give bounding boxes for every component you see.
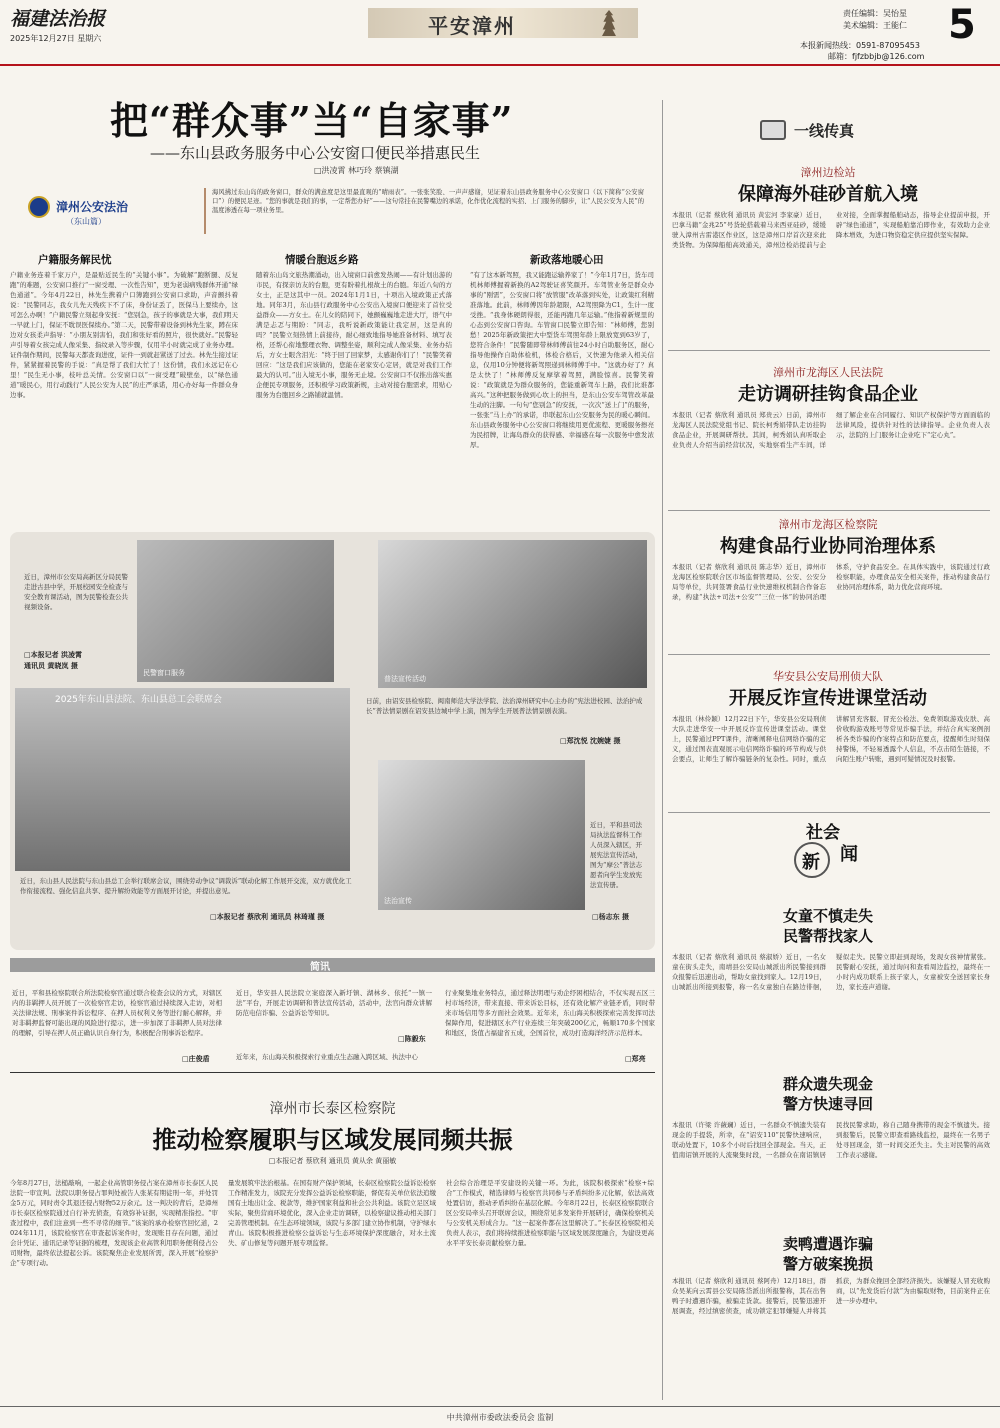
photo-constitution-promo [378, 760, 585, 910]
bottom-col2: 量发展筑牢法治根基。在国有财产保护领域，长泰区检察院公益诉讼检察工作精准发力，该院充分发挥公益诉讼检察职能，督促有关单位依法追缴国有土地出让金、税款等，维护国家利益和社会公共利益。该院立足区域实际，聚焦营商环境优化，深入企业走访调研，以检察建议推动相关部门完善管理机制。在生态环境领域，该院与多部门建立协作机制，守护绿水青山。该院积极推进检察公益诉讼与生态环境保护深度融合，对水土流失、矿山修复等问题开展专项监督。 [228, 1179, 436, 1247]
photo-1-credit: □本报记者 洪凌霄 通讯员 黄晓岚 摄 [24, 651, 83, 670]
a2-title: 走访调研挂钩食品企业 [738, 384, 918, 405]
bottom-divider [10, 1072, 655, 1073]
front-line-title: 一线传真 [794, 122, 855, 140]
photo-2-credit: □郑沈悦 沈婉婕 摄 [560, 737, 621, 745]
a3-kicker: 漳州市龙海区检察院 [778, 518, 878, 531]
a1-divider [668, 350, 990, 351]
social-label-2: 新 [802, 852, 820, 873]
photo-4-caption: 近日，平和县司法局执法监督科工作人员深入辖区，开展宪法宣传活动，图为“摩公”普法志愿者向学生发放宪法宣传册。 [590, 821, 643, 889]
s1-text: 本报讯（记者 蔡欣利 通讯员 蔡淑娇）近日，一名女童在街头走失，南靖县公安局山城派出所民警接到群众报警后迅速出动，帮助女童找到家人。12月19日，山城派出所接到报警，称一名女童独自在路边徘徊，疑似走失。民警立即赶到现场，发现女孩神情紧张。民警耐心安抚，通过询问和查看周边监控，最终在一小时内成功联系上孩子家人，女童被安全送回家长身边，家长连声道谢。 [672, 953, 990, 991]
s3-title: 卖鸭遭遇诈骗 警方破案挽损 [782, 1235, 873, 1273]
brief-1-credit: □庄俊盾 [182, 1055, 210, 1063]
police-badge-icon [28, 196, 50, 218]
a2-kicker: 漳州市龙海区人民法院 [773, 366, 883, 379]
s2-text: 本报讯（许梁 许薇斓）近日，一名群众不慎遗失装有现金的手提袋，所幸，在“诏安110”民警快速响应，联动处置下，10多个小时后找回全部现金。当天，正值南诏镇开展的人流聚集时段，一名群众在南诏镇居民找民警求助，称自己随身携带的现金不慎遗失。接到报警后，民警立即查看路线监控，最终在一名男子处寻回现金，第一时间交还失主。失主对民警的高效工作表示感谢。 [672, 1121, 990, 1159]
a4-title: 开展反诈宣传进课堂活动 [729, 688, 927, 709]
editor-line-1: 责任编辑：吴怡星 [843, 9, 907, 18]
brief-4: 近年来，东山海关积极探索行业重点生态融入跨区域、执法中心 [236, 1053, 418, 1061]
social-news-logo [782, 816, 882, 886]
brief-2-credit: □陈毅东 [398, 1035, 426, 1043]
photo-3-label: 2025年东山县法院、东山县总工会联席会 [55, 695, 222, 705]
photo-2-caption: 日前，由诏安县检察院、闽南师范大学法学院、法治漳州研究中心主办的“宪法进校园、法治护成长”普法情景剧在诏安县边城中学上演，图为学生开展普法情景剧表演。 [366, 697, 643, 715]
email: 邮箱：fjfzbbjb@126.com [828, 52, 925, 61]
hotline: 本报新闻热线：0591-87095453 [800, 41, 920, 50]
paper-name: 福建法治报 [10, 8, 106, 30]
col2-heading: 情暖台胞返乡路 [285, 254, 359, 266]
lead-col2: 随着东山岛文旅热潮涌动，出入境窗口前愈发热闹——有计划出游的市民，有探亲访友的台胞，更有盼着扎根故土的台胞。年近八旬的方女士，正是这其中一员。2024年1月1日，十项出入境政策正式落地。同年3月，东山县行政服务中心公安出入境窗口便迎来了首位受益群众——方女士。在儿女的陪同下，她颤巍巍地走进大厅，语气中满是忐忑与期盼：“同志，我听说新政策能让我定居，这是真的吗？”民警立刻热情上前接待，耐心细致地指导她准备材料、填写表格，还帮心衔地整理衣物、调整坐姿，顺利完成人像采集、业务办结后，方女士眼含泪光：“终于回了回家梦，太感谢你们了！”民警笑着回应：“这是我们应该做的，您能在老家安心定居，就是对我们工作最大的认可。”出入境无小事，服务无止境。公安窗口不仅推出落实惠企便民专项服务，还积极学习政策新规，主动对接台胞需求，用贴心服务为台胞回乡之路铺就温情。 [256, 271, 452, 399]
photo-1-caption: 近日，漳州市公安局高新区分局民警走进古县中学，开展校园安全检查与安全教育课活动，图为民警检查公共视频设备。 [24, 573, 128, 611]
a3-divider [668, 654, 990, 655]
footer-text: 中共漳州市委政法委员会 监制 [446, 1413, 554, 1422]
section-banner [368, 8, 638, 38]
front-line-header [760, 116, 900, 146]
a4-kicker: 华安县公安局刑侦大队 [773, 670, 883, 683]
bottom-byline: □本报记者 蔡欣利 通讯员 黄从余 黄丽敏 [268, 1157, 397, 1165]
a3-title: 构建食品行业协同治理体系 [720, 536, 936, 557]
photo-3-caption: 近日，东山县人民法院与东山县总工会举行联席会议，围绕劳动争议“调裁诉”联动化解工作展开交流，双方就优化工作衔接流程、强化信息共享、提升解纷效能等方面展开讨论，并提出意见。 [20, 877, 352, 895]
a2-divider [668, 510, 990, 511]
logo-sub: （东山篇） [66, 217, 106, 226]
col3-heading: 新政落地暖心田 [530, 254, 604, 266]
s1-title: 女童不慎走失 民警帮找家人 [782, 907, 873, 945]
briefs-heading: 简讯 [310, 962, 330, 973]
bottom-kicker: 漳州市长泰区检察院 [269, 1101, 396, 1117]
briefs-header-bar [10, 958, 655, 972]
masthead [0, 0, 1000, 64]
photo-4-credit: □杨志东 摄 [592, 913, 630, 921]
a3-text: 本报讯（记者 蔡欣利 通讯员 陈志华）近日，漳州市龙海区检察院联合区市场监督管理局、公安、公安分局等单位，共同签署食品行业快速维权机制合作备忘录，构建“执法+司法+公安”“三位一体”的协同治理体系，守护食品安全。在具体实践中，该院通过行政检察职能，办理食品安全相关案件，推动构建食品行业协同治理体系，助力优化营商环境。 [672, 563, 990, 601]
footer-rule [0, 1406, 1000, 1407]
s3-text: 本报讯（记者 蔡欣利 通讯员 蔡阿舟）12月18日，群众吴某向云霄县公安局陈岱派出所报警称，其在出售鸭子时遭遇诈骗，被骗走货款。接警后，民警迅速开展调查，经过缜密侦查，成功锁定犯罪嫌疑人并将其抓获，为群众挽回全部经济损失。该嫌疑人冒充收购商，以“先发货后付款”为由骗取财物，目前案件正在进一步办理中。 [672, 1277, 990, 1315]
bottom-col3: 社会综合治理是平安建设的关键一环。为此，该院积极探索“检察+综合”工作模式，精选律师与检察官共同参与矛盾纠纷多元化解，依法高效处置信访，推动矛盾纠纷在基层化解。今年8月22日，长泰区检察院联合区公安局牵头召开联席会议，围绕常见多发案件开展研讨，确保检察机关与公安机关形成合力。“这一起案件都在这里解决了。”长泰区检察院相关负责人表示，我们将持续推进检察职能与区域发展深度融合，为建设更高水平平安长泰贡献检察力量。 [446, 1179, 654, 1247]
pagoda-icon [602, 10, 616, 36]
page-number: 5 [948, 2, 976, 48]
brief-1: 近日，平和县检察院联合所法院检察官通过联合检查会议的方式，对辖区内的非羁押人员开展了一次检察官走访，检察官通过持续深入走访，对相关法律法规、刑事案件诉讼程序、在押人员权利义务等进行耐心解释，并对非羁押监督可能出现的风险进行提示，进一步加深了非羁押人员对法律的理解，引导在押人员正确认识自身行为，积极配合刑事诉讼程序。 [12, 989, 222, 1037]
col1-heading: 户籍服务解民忧 [38, 254, 112, 266]
fax-icon [760, 120, 786, 140]
s2-title: 群众遗失现金 警方快速寻回 [782, 1075, 873, 1113]
social-label-1: 社会 [806, 823, 840, 843]
bottom-title: 推动检察履职与区域发展同频共振 [152, 1125, 513, 1154]
photo-4-label: 法治宣传 [384, 897, 412, 905]
photo-court-meeting [15, 688, 350, 871]
a4-text: 本报讯（林伶颖）12月22日下午，华安县公安局刑侦大队走进华安一中开展反诈宣传进课堂活动。课堂上，民警通过PPT课件，清晰阐释电信网络诈骗的定义，通过图表直观展示电信网络诈骗的环节构成与供会要点，让师生了解诈骗链条的复杂性。同时，重点讲解冒充客服、冒充公检法、免费领取游戏皮肤、高价收购游戏账号等常见诈骗手法，并结合真实案例剖析各类诈骗的作案特点和防范要点，提醒师生时刻保持警惕，不轻易透露个人信息，不点击陌生链接，不向陌生账户转账，遇到可疑情况及时报警。 [672, 715, 990, 763]
lead-col3: “有了这本新驾照，我又能跑运输养家了！”今年1月7日，货车司机林师傅握着新换的A2驾驶证喜笑颜开。车驾管业务是群众办事的“刚需”，公安窗口将“放管服”改革落到实处，让政策红利精准落地。此前，林师傅因年龄超限，A2驾照降为C1，生计一度受挫。“我身体硬朗得很，还能再跑几年运输。”他指着新规里的心态到公安窗口咨询。车管窗口民警立即告知：“林师傅，您别愁！2025年新政策把大中型货车驾照年龄上限放宽到63岁了，您符合条件！”民警随即带林师傅前往24小时自助服务区，耐心指导他操作自助体检机，体检合格后，又快速为他录入相关信息，仅用10分钟便将新驾照递到林师傅手中。“这就办好了？真是太快了！”林师傅反复摩挲着驾照，满脸惊喜。民警笑着说：“政策就是为群众服务的，您能重新驾车上路，我们比谁都高兴。”这种把服务做到心坎上的担当，是东山公安车驾管改革最生动的注脚。一句句“您别急”的安抚，一次次“送上门”的服务，一张张“马上办”的承诺，串联起东山公安服务为民的暖心瞬间。东山县政务服务中心公安窗口将继续用更优流程、更暖服务擦亮为民招牌，让海岛群众的获得感、幸福感在每一次服务中愈发浓厚。 [470, 271, 654, 449]
social-label-3: 闻 [840, 844, 858, 865]
lead-title: 把“群众事”当“自家事” [110, 98, 514, 143]
brief-3-credit: □郑亮 [625, 1055, 646, 1063]
right-column-rule [662, 100, 663, 1400]
a1-kicker: 漳州边检站 [800, 166, 856, 179]
masthead-rule [0, 64, 1000, 66]
police-logo [20, 188, 160, 233]
photo-law-drama [378, 540, 647, 688]
logo-text: 漳州公安法治 [56, 200, 129, 214]
section-banner-title: 平安漳州 [428, 14, 516, 38]
photo-3-credit: □本报记者 蔡欣利 通讯员 林琦瑾 摄 [210, 913, 325, 921]
lead-byline: □洪凌霄 林巧玲 蔡镇湖 [314, 166, 399, 175]
brief-3: 行业聚集地业务特点，通过释法明理与劝企纾困相结合，不仅实现五区三村市场经济，带来直接、带来诉讼目标，还有效化解产业链矛盾，同时带来市场信用等多方面社会效果。近年来，东山海关积极探索完善发挥司法保障作用，促进辖区水产行业连续三年突破200亿元，畅顺170多个国家和地区，货值占福建省五成，全国首位，成功打造海洋经济示范样本。 [445, 989, 655, 1037]
lead-subtitle: ——东山县政务服务中心公安窗口便民举措惠民生 [150, 144, 481, 162]
editor-line-2: 美术编辑：王能仁 [843, 21, 907, 30]
photo-school-inspection [137, 540, 334, 682]
photo-1-label: 民警窗口服务 [143, 669, 185, 677]
photo-2-label: 普法宣传活动 [384, 675, 426, 683]
lead-intro: 海风拂过东山岛的政务窗口，群众的满意度是这里最直观的“晴雨表”。一张张笑脸、一声声感谢，见证着东山县政务服务中心公安窗口（以下简称“公安窗口”）的便民足迹。“您的事就是我们的事，一定帮您办好”——这句常挂在民警嘴边的承诺，化作优化流程的实招、上门服务的脚步，让“人民公安为人民”的温度渗透在每一项业务里。 [204, 188, 644, 234]
bottom-col1: 今年8月27日，法槌敲响，一起企业高管职务侵占案在漳州市长泰区人民法院一审宣判。法院以职务侵占罪判处被告人张某有期徒刑一年，并处罚金5万元，同时责令其退还侵占财物52万余元。这一判决的背后，是漳州市长泰区检察院通过自行补充侦查，有效弥补证据，实现精准指控。“审查过程中，我们注意到一些不寻常的细节。”该案的承办检察官回忆道，2024年11月，该院检察官在审查起诉案件时，发现账目存在问题，通过会计凭证、通讯记录等证据的梳理，发现该企业高管利用职务便利侵占公司财物，最终依法提起公诉。该院聚焦企业发展所需，深入开展“检察护企”专项行动。 [10, 1179, 218, 1267]
brief-2: 近日，华安县人民法院立案庭深入新圩镇、湖林乡、依托“一镇一法”平台，开展走访调研和普法宣传活动，活动中，法官向群众讲解防范电信诈骗、公益诉讼等知识。 [236, 989, 432, 1017]
issue-date: 2025年12月27日 星期六 [10, 34, 102, 43]
a1-title: 保障海外硅砂首航入境 [738, 184, 918, 205]
a1-text: 本报讯（记者 蔡欣利 通讯员 黄宏河 李家豪）近日，巴拿马籍“金兆25”号货轮搭载着马来西亚硅砂，缓缓驶入漳州古雷港区作业区，这是漳州口岸首次迎来此类货物。为保障船舶高效通关，漳州边检站提前与企业对接，全面掌握船舶动态，指导企业提前申报，开辟“绿色通道”，实现船舶靠泊即作业，有效助力企业降本增效，为进口物资稳定供应提供坚实保障。 [672, 211, 990, 249]
a4-divider [668, 812, 990, 813]
a2-text: 本报讯（记者 蔡欣利 通讯员 郑贵云）日前，漳州市龙海区人民法院党组书记、院长柯秀娟带队走访挂钩食品企业，开展调研帮扶。其间，柯秀娟认真听取企业负责人介绍当前经营状况，实地察看生产车间，详细了解企业在合同履行、知识产权保护等方面面临的法律风险，提供针对性的法律指导。企业负责人表示，法院的上门服务让企业吃下“定心丸”。 [672, 411, 990, 449]
lead-col1: 户籍业务连着千家万户，是最贴近民生的“关键小事”。为破解“跑断腿、反复跑”的难题，公安窗口推行“一窗受理、一次性告知”，更为老弱病残群体开通“绿色通道”。今年4月22日，林先生携着户口簿跑到公安窗口求助，声音颤抖着说：“民警同志，我女儿先天残疾下不了床，身份证丢了，医保马上要续办，这可怎么办啊！”户籍民警立刻起身安抚：“您别急，孩子的事就是大事，我们明天一早就上门，保证不耽误医保续办。”第二天，民警带着设备到林先生家，蹲在床边对女孩柔声指导：“小朋友别害怕，我们和张好看的照片，很快就好。”民警轻声引导着女孩完成人像采集、指纹录入等步骤，仅用半小时就完成了业务办理。证件制作期间，民警每天都查询进度，证件一到就赶紧送了过去。林先生接过证件，紧紧握着民警的手说：“真是帮了我们大忙了！这份情，我们永远记在心里！”民生无小事，枝叶总关情。公安窗口以“一窗受理”破壁垒，以“绿色通道”暖民心，用行动践行“人民公安为人民”的庄严承诺，用心办好每一件群众身边事。 [10, 271, 238, 399]
